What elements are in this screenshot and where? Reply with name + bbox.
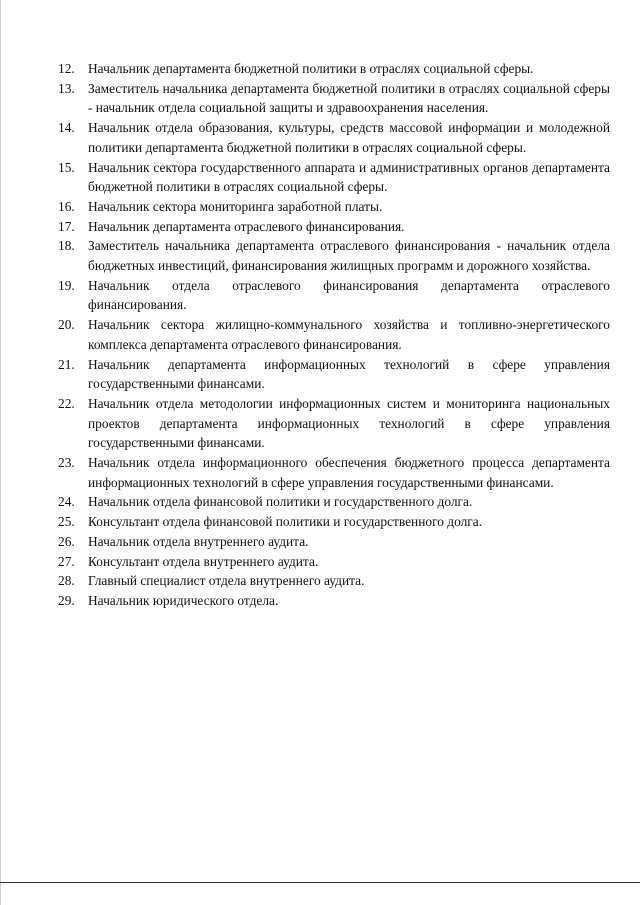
- item-number: 25.: [58, 514, 75, 530]
- list-item: [58, 197, 610, 217]
- item-text: Начальник отдела информационного обеспечения бюджетного процесса департамента информационных технологий в сфере управления государственными финансами.: [88, 454, 610, 490]
- item-text: Заместитель начальника департамента бюджетной политики в отраслях социальной сферы - начальник отдела социальной защиты и здравоохранения населения.: [88, 80, 610, 116]
- list-item: [58, 552, 610, 572]
- item-number: 16.: [58, 198, 75, 214]
- item-number: 28.: [58, 573, 75, 589]
- item-text: Начальник отдела внутреннего аудита.: [88, 533, 309, 549]
- item-number: 21.: [58, 356, 75, 372]
- list-item: [58, 315, 610, 354]
- item-number: 24.: [58, 494, 75, 510]
- item-text: Начальник отдела методологии информационных систем и мониторинга национальных проектов департамента информационных технологий в сфере управления государственными финансами.: [88, 395, 610, 451]
- list-item: [58, 591, 610, 611]
- item-number: 22.: [58, 395, 75, 411]
- item-text: Заместитель начальника департамента отраслевого финансирования - начальник отдела бюджетных инвестиций, финансирования жилищных программ и дорожного хозяйства.: [88, 238, 610, 274]
- item-text: Начальник отдела финансовой политики и государственного долга.: [88, 494, 473, 510]
- scan-edge: [0, 0, 1, 905]
- list-item: [58, 532, 610, 552]
- list-item: [58, 217, 610, 237]
- item-text: Начальник отдела отраслевого финансирования департамента отраслевого финансирования.: [88, 277, 610, 313]
- list-item: [58, 59, 610, 79]
- list-item: [58, 118, 610, 157]
- list-item: [58, 453, 610, 492]
- item-text: Начальник сектора мониторинга заработной платы.: [88, 198, 383, 214]
- list-item: [58, 571, 610, 591]
- position-list: [58, 59, 610, 611]
- item-text: Консультант отдела внутреннего аудита.: [88, 553, 319, 569]
- list-item: [58, 355, 610, 394]
- list-item: [58, 158, 610, 197]
- bottom-border-line: [0, 882, 640, 883]
- item-text: Главный специалист отдела внутреннего аудита.: [88, 573, 365, 589]
- item-number: 14.: [58, 120, 75, 136]
- item-text: Начальник департамента отраслевого финансирования.: [88, 218, 405, 234]
- item-number: 12.: [58, 61, 75, 76]
- item-number: 27.: [58, 553, 75, 569]
- item-number: 19.: [58, 277, 75, 293]
- item-text: Начальник сектора жилищно-коммунального хозяйства и топливно-энергетического комплекса департамента отраслевого финансирования.: [88, 317, 610, 352]
- item-number: 29.: [58, 593, 75, 609]
- list-item: [58, 394, 610, 453]
- list-item: [58, 276, 610, 315]
- item-number: 13.: [58, 80, 75, 96]
- item-text: Начальник департамента бюджетной политики в отраслях социальной сферы.: [88, 61, 534, 76]
- list-item: [58, 79, 610, 118]
- item-text: Начальник сектора государственного аппарата и административных органов департамента бюджетной политики в отраслях социальной сферы.: [88, 159, 610, 195]
- item-number: 20.: [58, 317, 75, 333]
- item-number: 15.: [58, 159, 75, 175]
- list-item: [58, 236, 610, 275]
- item-text: Начальник отдела образования, культуры, средств массовой информации и молодежной политики департамента бюджетной политики в отраслях социальной сферы.: [88, 120, 610, 155]
- item-text: Начальник юридического отдела.: [88, 593, 279, 609]
- item-number: 18.: [58, 238, 75, 254]
- list-item: [58, 492, 610, 512]
- item-text: Начальник департамента информационных технологий в сфере управления государственными финансами.: [88, 356, 610, 392]
- list-item: [58, 512, 610, 532]
- item-number: 23.: [58, 454, 75, 470]
- item-number: 17.: [58, 218, 75, 234]
- item-text: Консультант отдела финансовой политики и государственного долга.: [88, 514, 483, 530]
- item-number: 26.: [58, 533, 75, 549]
